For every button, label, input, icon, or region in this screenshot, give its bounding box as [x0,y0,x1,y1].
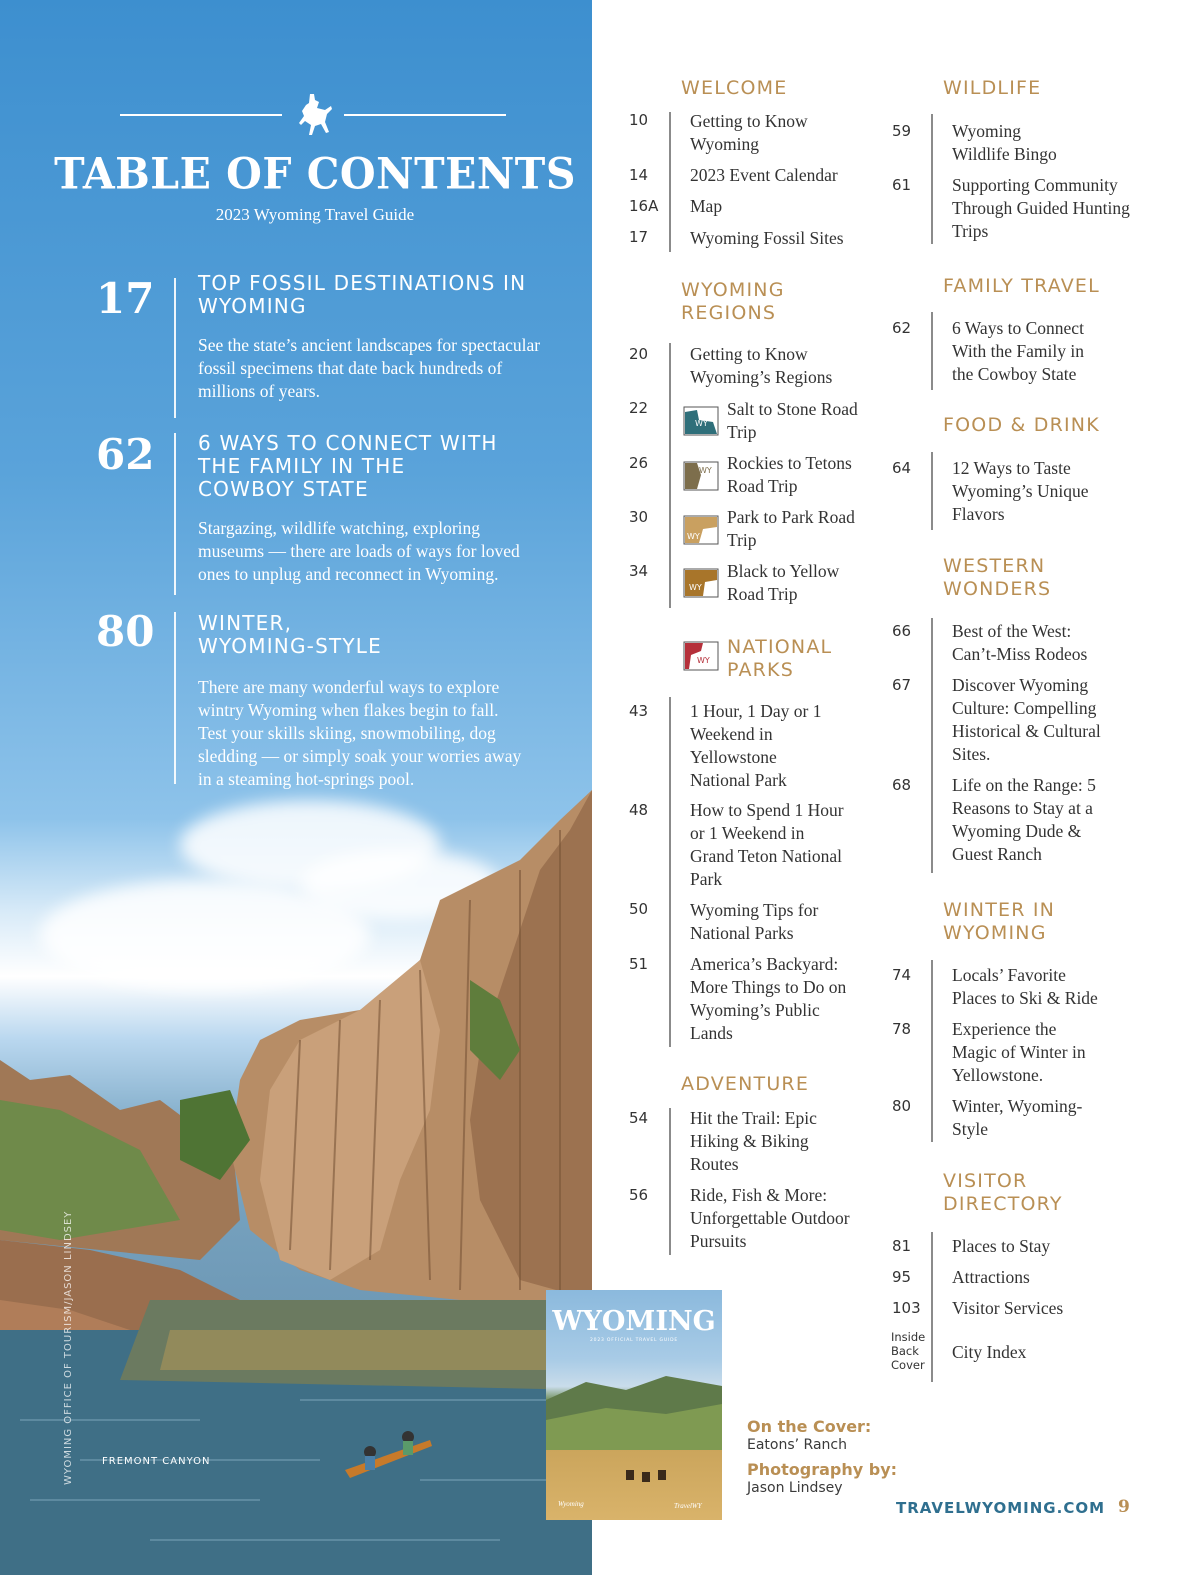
section-heading-welcome: WELCOME [681,77,788,99]
section-divider [931,452,933,530]
toc-entry[interactable]: How to Spend 1 Hour or 1 Weekend in Grand Teton National Park [690,800,844,889]
page-number: 56 [629,1186,649,1204]
toc-entry[interactable]: Wyoming Wildlife Bingo [952,121,1057,164]
toc-entry[interactable]: Visitor Services [952,1298,1064,1318]
page-number: 68 [892,776,912,794]
svg-text:WY: WY [687,532,700,541]
cover-logo-left: Wyoming [558,1500,584,1508]
toc-entry[interactable]: City Index [952,1342,1027,1362]
website-link[interactable]: TRAVELWYOMING.COM [896,1499,1106,1517]
cover-magazine-subtitle: 2023 OFFICIAL TRAVEL GUIDE [590,1338,678,1343]
page-number: 16A [629,197,659,215]
cover-logo-right: TravelWY [674,1502,702,1510]
page-number: 50 [629,900,649,918]
section-divider [669,112,671,252]
toc-entry[interactable]: Discover Wyoming Culture: Compelling Historical & Cultural Sites. [952,675,1101,764]
page-number: 43 [629,702,649,720]
section-divider [669,697,671,1047]
section-heading-wildlife: WILDLIFE [943,77,1042,99]
rockies-to-tetons-region-icon [683,461,719,491]
feature-divider [174,278,176,418]
on-cover-value: Eatons’ Ranch [747,1437,847,1453]
page-number: 64 [892,459,912,477]
feature-page-number: 80 [96,607,155,656]
black-to-yellow-region-icon [683,568,719,598]
section-divider [931,618,933,873]
section-heading-parks: NATIONAL PARKS [727,636,833,681]
toc-entry[interactable]: Locals’ Favorite Places to Ski & Ride [952,965,1098,1008]
national-parks-region-icon [683,641,719,671]
photography-label: Photography by: [747,1460,898,1479]
section-divider [669,1108,671,1255]
page-number: 26 [629,454,649,472]
bucking-horse-icon [296,92,332,136]
toc-entry[interactable]: 2023 Event Calendar [690,165,838,185]
svg-text:WY: WY [699,466,712,475]
page-number: 14 [629,166,649,184]
page-number: 103 [892,1299,921,1317]
toc-entry[interactable]: Getting to Know Wyoming’s Regions [690,344,833,387]
feature-title: TOP FOSSIL DESTINATIONS IN WYOMING [198,271,527,318]
page-number-footer: 9 [1118,1497,1130,1517]
toc-entry[interactable]: Black to Yellow Road Trip [727,561,840,604]
toc-entry[interactable]: Rockies to Tetons Road Trip [727,453,852,496]
toc-entry[interactable]: Winter, Wyoming-Style [952,1096,1083,1139]
feature-title: WINTER, WYOMING-STYLE [198,611,382,658]
toc-entry[interactable]: Experience the Magic of Winter in Yellowstone. [952,1019,1086,1085]
toc-entry[interactable]: Life on the Range: 5 Reasons to Stay at a Wyoming Dude & Guest Ranch [952,775,1096,864]
header-rule-left [120,114,282,116]
page-number: 30 [629,508,649,526]
page-number: 10 [629,111,649,129]
svg-text:WY: WY [689,583,702,592]
page-number: 34 [629,562,649,580]
feature-divider [174,612,176,784]
page-number: 22 [629,399,649,417]
cover-magazine-title: WYOMING [552,1306,716,1337]
svg-text:WY: WY [697,656,710,665]
toc-entry[interactable]: 12 Ways to Taste Wyoming’s Unique Flavors [952,458,1089,524]
section-heading-visitor: VISITOR DIRECTORY [943,1170,1063,1215]
page-number: 62 [892,319,912,337]
on-cover-label: On the Cover: [747,1417,872,1436]
page-title: TABLE OF CONTENTS [54,148,576,200]
feature-page-number: 17 [96,274,155,323]
toc-entry[interactable]: Hit the Trail: Epic Hiking & Biking Routes [690,1108,817,1174]
section-divider [931,1232,933,1382]
feature-page-number: 62 [96,430,155,479]
section-divider [669,343,671,608]
photography-value: Jason Lindsey [747,1480,843,1496]
toc-entry[interactable]: Places to Stay [952,1236,1051,1256]
salt-to-stone-region-icon [683,406,719,436]
park-to-park-region-icon [683,515,719,545]
section-heading-regions: WYOMING REGIONS [681,279,785,324]
page-number: 17 [629,228,649,246]
toc-entry[interactable]: America’s Backyard: More Things to Do on Wyoming’s Public Lands [690,954,847,1043]
page-number: 61 [892,176,912,194]
header-rule-right [344,114,506,116]
toc-entry[interactable]: Salt to Stone Road Trip [727,399,858,442]
toc-entry[interactable]: Wyoming Fossil Sites [690,228,844,248]
page-number: 54 [629,1109,649,1127]
toc-entry[interactable]: Best of the West: Can’t-Miss Rodeos [952,621,1088,664]
toc-entry[interactable]: 6 Ways to Connect With the Family in the Cowboy State [952,318,1084,384]
page-number: Inside Back Cover [891,1330,926,1372]
page-number: 95 [892,1268,912,1286]
toc-entry[interactable]: Wyoming Tips for National Parks [690,900,819,943]
section-heading-food: FOOD & DRINK [943,414,1100,436]
page-number: 67 [892,676,912,694]
page-number: 51 [629,955,649,973]
toc-entry[interactable]: Getting to Know Wyoming [690,111,808,154]
feature-description: See the state’s ancient landscapes for spectacular fossil specimens that date back hundreds of millions of years. [198,335,541,401]
page-number: 80 [892,1097,912,1115]
feature-description: Stargazing, wildlife watching, exploring museums — there are loads of ways for loved ones to unplug and reconnect in Wyoming. [198,518,520,584]
photo-caption: FREMONT CANYON [102,1456,211,1467]
section-heading-family: FAMILY TRAVEL [943,275,1100,297]
feature-title: 6 WAYS TO CONNECT WITH THE FAMILY IN THE COWBOY STATE [198,431,498,501]
svg-text:WY: WY [695,419,708,428]
toc-entry[interactable]: 1 Hour, 1 Day or 1 Weekend in Yellowstone National Park [690,701,822,790]
hero-panel [0,0,592,1575]
section-divider [931,114,933,244]
page-number: 20 [629,345,649,363]
page-number: 59 [892,122,912,140]
toc-entry[interactable]: Map [690,196,723,216]
toc-entry[interactable]: Attractions [952,1267,1030,1287]
page-number: 81 [892,1237,912,1255]
section-heading-western: WESTERN WONDERS [943,555,1052,600]
feature-divider [174,433,176,595]
feature-description: There are many wonderful ways to explore wintry Wyoming when flakes begin to fall. Test your skills skiing, snowmobiling, dog sledding — or simply soak your worries away in a steaming hot-springs pool. [198,677,522,789]
page-subtitle: 2023 Wyoming Travel Guide [215,205,415,224]
toc-entry[interactable]: Ride, Fish & More: Unforgettable Outdoor Pursuits [690,1185,850,1251]
toc-entry[interactable]: Park to Park Road Trip [727,507,855,550]
page-number: 78 [892,1020,912,1038]
photo-credit: WYOMING OFFICE OF TOURISM/JASON LINDSEY [63,1210,74,1485]
page-number: 66 [892,622,912,640]
section-heading-adventure: ADVENTURE [681,1073,810,1095]
page-number: 74 [892,966,912,984]
page-number: 48 [629,801,649,819]
toc-entry[interactable]: Supporting Community Through Guided Hunting Trips [952,175,1130,241]
cover-thumbnail[interactable] [546,1290,722,1520]
section-divider [931,312,933,390]
section-heading-winter: WINTER IN WYOMING [943,899,1056,944]
section-divider [931,960,933,1142]
